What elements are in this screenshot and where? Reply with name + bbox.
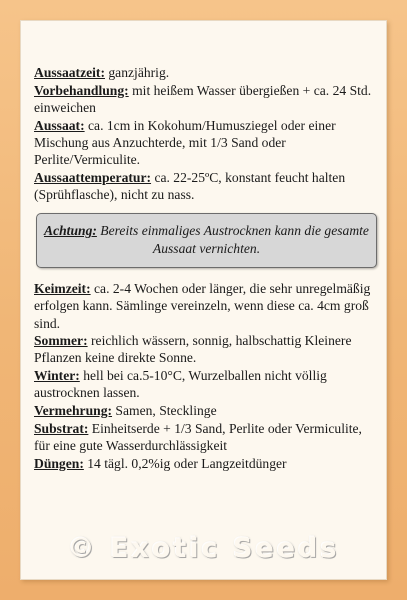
section-winter <box>34 367 379 401</box>
section-substrat <box>34 420 379 454</box>
warning-box <box>36 213 377 268</box>
section-text: reichlich wässern, sonnig, halbschattig Kleinere Pflanzen keine direkte Sonne. <box>34 333 352 366</box>
section-aussaattemperatur <box>34 169 379 203</box>
section-aussaat <box>34 117 379 169</box>
section-label: Vermehrung: <box>34 403 113 419</box>
section-label: Aussaat: <box>34 117 85 133</box>
section-text: 14 tägl. 0,2%ig oder Langzeitdünger <box>83 455 287 471</box>
section-keimzeit <box>34 280 379 332</box>
section-label: Aussaattemperatur: <box>34 169 152 185</box>
section-text: hell bei ca.5-10°C, Wurzelballen nicht völlig austrocknen lassen. <box>34 368 327 401</box>
section-aussaatzeit <box>34 64 379 81</box>
section-vorbehandlung <box>34 82 379 116</box>
copyright-watermark: © Exotic Seeds <box>67 533 340 564</box>
section-label: Düngen: <box>34 455 84 471</box>
section-text: ca. 2-4 Wochen oder länger, die sehr unregelmäßig erfolgen kann. Sämlinge vereinzeln, wenn diese ca. 4cm groß sind. <box>34 281 371 331</box>
section-label: Winter: <box>34 368 80 384</box>
section-duengen <box>34 455 379 472</box>
section-label: Substrat: <box>34 420 89 436</box>
section-text: Einheitserde + 1/3 Sand, Perlite oder Vermiculite, für eine gute Wasserdurchlässigkeit <box>34 420 362 453</box>
section-text: ca. 1cm in Kokohum/Humusziegel oder einer Mischung aus Anzuchterde, mit 1/3 Sand oder Perlite/Vermiculite. <box>34 117 336 168</box>
section-label: Aussaatzeit: <box>34 65 105 80</box>
section-sommer <box>34 332 379 366</box>
section-label: Keimzeit: <box>34 281 91 297</box>
warning-text: Bereits einmaliges Austrocknen kann die gesamte Aussaat vernichten. <box>96 223 369 257</box>
section-label: Vorbehandlung: <box>34 82 129 98</box>
section-label: Sommer: <box>34 333 88 349</box>
seed-info-card <box>20 20 387 580</box>
section-text: ganzjährig. <box>104 65 170 80</box>
section-text: ca. 22-25ºC, konstant feucht halten (Sprühflasche), nicht zu nass. <box>34 169 346 202</box>
warning-label: Achtung: <box>44 223 97 239</box>
section-text: mit heißem Wasser übergießen + ca. 24 Std. einweichen <box>34 82 372 115</box>
care-instructions <box>34 64 379 472</box>
section-vermehrung <box>34 402 379 419</box>
section-text: Samen, Stecklinge <box>112 403 217 419</box>
